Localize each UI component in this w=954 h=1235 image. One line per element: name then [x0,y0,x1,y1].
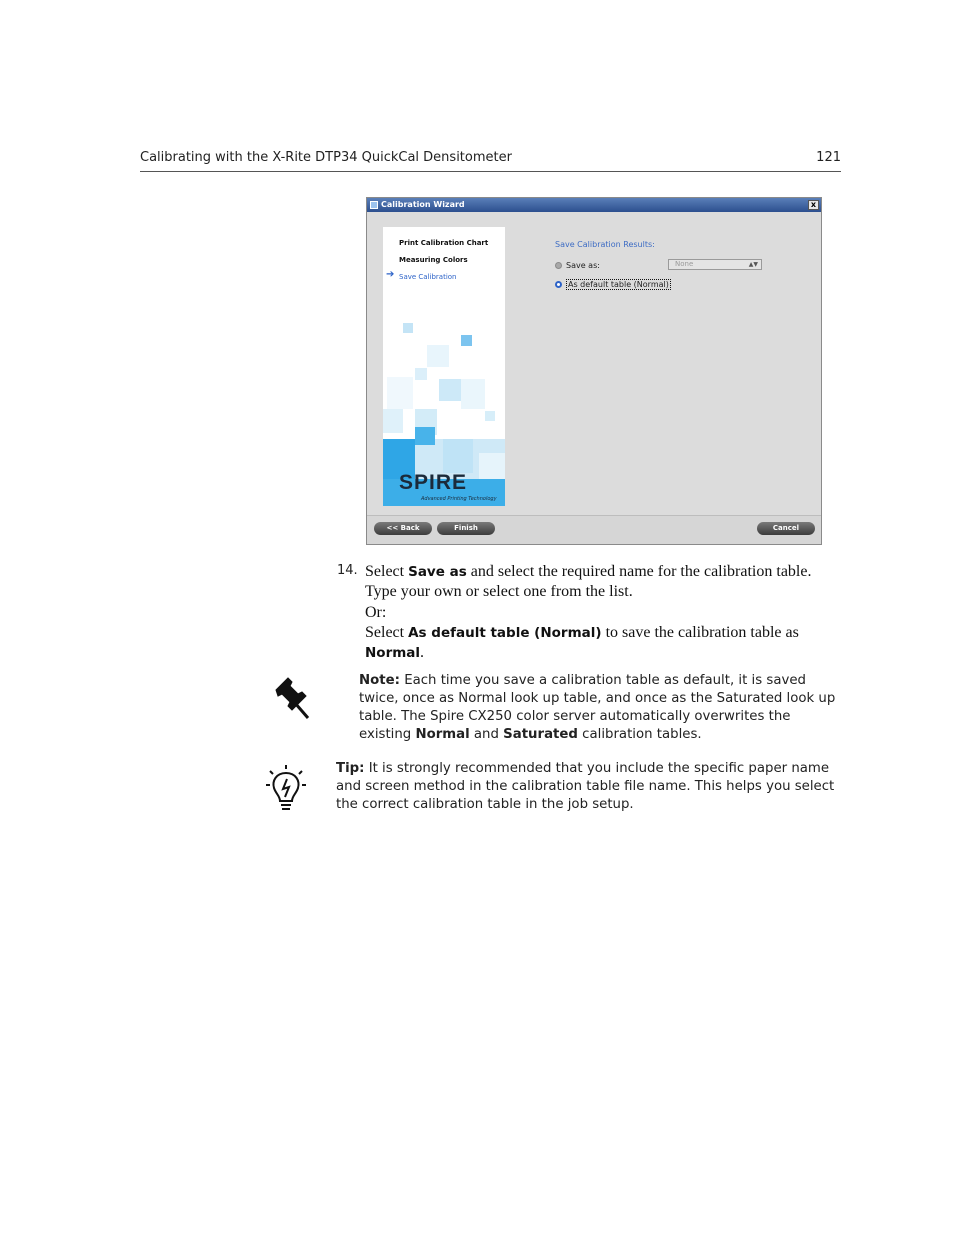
default-table-option[interactable] [555,280,671,289]
tip-text: It is strongly recommended that you include the specific paper name and screen method in the calibration table file name. This helps you select the correct calibration table in the job setup. [336,761,835,812]
decor-square [461,379,485,409]
decor-square [415,427,435,445]
step-number: 14. [337,563,358,578]
lightbulb-icon [264,763,308,815]
decor-square [479,453,505,479]
instruction-text: and select the required name for the calibration table. [466,563,812,580]
wizard-body [367,212,821,516]
save-as-radio[interactable] [555,262,562,269]
decor-square [383,409,403,433]
tip-block [336,760,841,814]
page-number: 121 [816,150,841,165]
ui-term-default-table: As default table (Normal) [408,625,602,641]
note-text: and [469,727,504,742]
updown-arrows-icon: ▲▼ [748,261,758,268]
decor-square [443,439,473,473]
instruction-text: Select [365,624,409,641]
decor-square [485,411,495,421]
save-as-label: Save as: [566,261,600,270]
section-title: Save Calibration Results: [555,240,655,249]
instruction-line-1 [365,563,811,581]
instruction-text: Select [365,563,409,580]
save-as-select-value: None [675,260,694,268]
step-save-calibration[interactable]: Save Calibration [399,273,457,281]
close-button[interactable]: x [808,200,819,210]
instruction-line-4 [365,624,799,642]
instruction-line-5 [365,644,424,662]
app-icon [370,201,378,209]
note-text: calibration tables. [577,727,702,742]
window-title: Calibration Wizard [381,200,465,209]
note-term-saturated: Saturated [503,727,578,742]
finish-button[interactable]: Finish [437,522,495,535]
pushpin-icon [268,674,312,720]
instruction-line-2: Type your own or select one from the list. [365,583,633,600]
instruction-text: . [420,644,425,661]
instruction-line-3: Or: [365,604,387,621]
tip-label: Tip: [336,761,365,776]
brand-tagline: Advanced Printing Technology [421,496,497,502]
calibration-wizard-window [366,197,822,545]
save-as-select[interactable] [668,259,762,270]
save-as-option[interactable] [555,261,600,270]
running-header [140,149,841,172]
decor-square [439,379,461,401]
step-measuring-colors[interactable]: Measuring Colors [399,256,468,264]
window-titlebar [367,198,821,212]
ui-term-save-as: Save as [408,564,467,580]
back-button[interactable]: << Back [374,522,432,535]
default-table-radio[interactable] [555,281,562,288]
current-step-arrow-icon: ➔ [386,269,395,280]
note-block [359,672,844,744]
note-text: Each time you save a calibration table as default, it is saved twice, once as Normal look up table, and once as the Saturated look up table. The Spire CX250 color server automatically overwrites the existing [359,673,836,742]
step-print-calibration-chart[interactable]: Print Calibration Chart [399,239,489,247]
decor-square [387,377,413,409]
wizard-footer [367,515,821,544]
decor-square [461,335,472,346]
ui-term-normal: Normal [365,645,421,661]
default-table-label: As default table (Normal) [568,280,669,289]
note-term-normal: Normal [415,727,470,742]
decor-square [427,345,449,367]
brand-logo: SPIRE [399,471,468,494]
chapter-title: Calibrating with the X-Rite DTP34 QuickCal Densitometer [140,150,512,165]
cancel-button[interactable]: Cancel [757,522,815,535]
instruction-text: to save the calibration table as [601,624,799,641]
wizard-sidebar [383,227,505,506]
decor-square [403,323,413,333]
note-label: Note: [359,673,400,688]
decor-square [415,368,427,380]
